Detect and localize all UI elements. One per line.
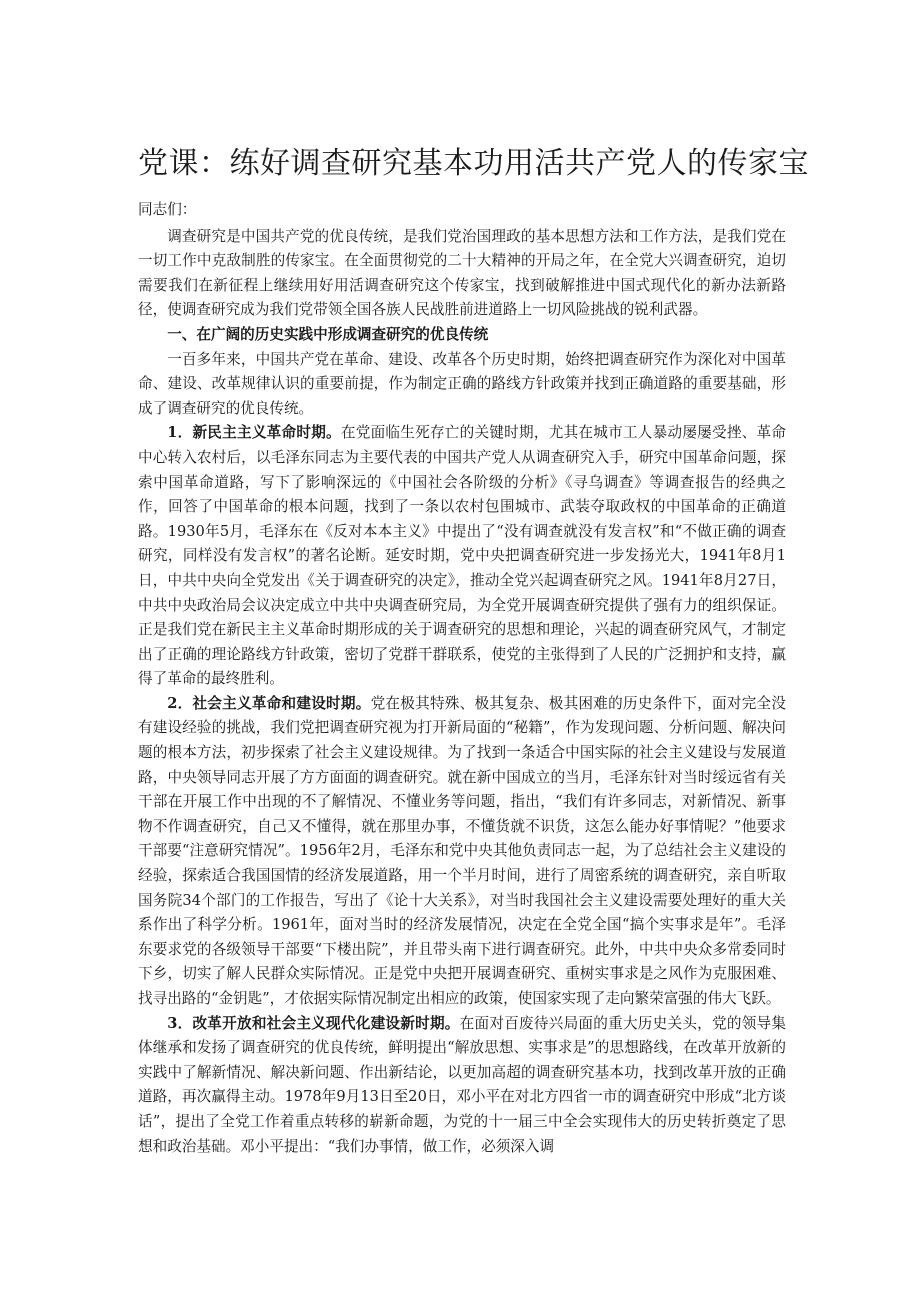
intro-paragraph: 调查研究是中国共产党的优良传统，是我们党治国理政的基本思想方法和工作方法，是我们党在一切工作中克敌制胜的传家宝。在全面贯彻党的二十大精神的开局之年，在全党大兴调查研究，迫切需要我们在新征程上继续用好用活调查研究这个传家宝，找到破解推进中国式现代化的新办法新路径，使调查研究成为我们党带领全国各族人民战胜前进道路上一切风险挑战的锐利武器。 [138,227,786,319]
item-text-3: 在面对百废待兴局面的重大历史关头，党的领导集体继承和发扬了调查研究的优良传统，鲜明提出“解放思想、实事求是”的思想路线，在改革开放新的实践中了解新情况、解决新问题、作出新结论，以更加高超的调查研究基本功，找到改革开放的正确道路，再次赢得主动。1978年9月13日至20日，邓小平在对北方四省一市的调查研究中形成“北方谈话”，提出了全党工作着重点转移的崭新命题，为党的十一届三中全会实现伟大的历史转折奠定了思想和政治基础。邓小平提出：“我们办事情，做工作，必须深入调 [138,1014,786,1155]
section-heading: 一、在广阔的历史实践中形成调查研究的优良传统 [167,325,489,343]
item-paragraph-1 [138,421,786,692]
item-text-1: 在党面临生死存亡的关键时期，尤其在城市工人暴动屡屡受挫、革命中心转入农村后，以毛泽东同志为主要代表的中国共产党人从调查研究入手，研究中国革命问题，探索中国革命道路，写下了影响深远的《中国社会各阶级的分析》《寻乌调查》等调查报告的经典之作，回答了中国革命的根本问题，找到了一条以农村包围城市、武装夺取政权的中国革命的正确道路。1930年5月，毛泽东在《反对本本主义》中提出了“没有调查就没有发言权”和“不做正确的调查研究，同样没有发言权”的著名论断。延安时期，党中央把调查研究进一步发扬光大，1941年8月1日，中共中央向全党发出《关于调查研究的决定》，推动全党兴起调查研究之风。1941年8月27日，中共中央政治局会议决定成立中共中央调查研究局，为全党开展调查研究提供了强有力的组织保证。正是我们党在新民主主义革命时期形成的关于调查研究的思想和理论，兴起的调查研究风气，才制定出了正确的理论路线方针政策，密切了党群干群联系，使党的主张得到了人民的广泛拥护和支持，赢得了革命的最终胜利。 [138,424,786,688]
item-paragraph-2 [138,692,786,1012]
item-paragraph-3 [138,1012,786,1160]
item-text-2: 党在极其特殊、极其复杂、极其困难的历史条件下，面对完全没有建设经验的挑战，我们党把调查研究视为打开新局面的“秘籍”，作为发现问题、分析问题、解决问题的根本方法，初步探索了社会主义建设规律。为了找到一条适合中国实际的社会主义建设与发展道路，中央领导同志开展了方方面面的调查研究。就在新中国成立的当月，毛泽东针对当时绥远省有关干部在开展工作中出现的不了解情况、不懂业务等问题，指出，“我们有许多同志，对新情况、新事物不作调查研究，自己又不懂得，就在那里办事，不懂货就不识货，这怎么能办好事情呢？”他要求干部要“注意研究情况”。1956年2月，毛泽东和党中央其他负责同志一起，为了总结社会主义建设的经验，探索适合我国国情的经济发展道路，用一个半月时间，进行了周密系统的调查研究，亲自听取国务院34个部门的工作报告，写出了《论十大关系》，对当时我国社会主义建设需要处理好的重大关系作出了科学分析。1961年，面对当时的经济发展情况，决定在全党全国“搞个实事求是年”。毛泽东要求党的各级领导干部要“下楼出院”，并且带头南下进行调查研究。此外，中共中央众多常委同时下乡，切实了解人民群众实际情况。正是党中央把开展调查研究、重树实事求是之风作为克服困难、找寻出路的“金钥匙”，才依据实际情况制定出相应的政策，使国家实现了走向繁荣富强的伟大飞跃。 [138,694,786,1007]
document-page [138,142,809,1159]
section-intro-paragraph: 一百多年来，中国共产党在革命、建设、改革各个历史时期，始终把调查研究作为深化对中国革命、建设、改革规律认识的重要前提，作为制定正确的路线方针政策并找到正确道路的重要基础，形成了调查研究的优良传统。 [138,350,786,417]
document-title: 党课：练好调查研究基本功用活共产党人的传家宝 [138,146,809,181]
item-lead-2: 2．社会主义革命和建设时期。 [167,694,371,712]
salutation: 同志们： [138,201,197,218]
item-lead-3: 3．改革开放和社会主义现代化建设新时期。 [167,1014,460,1032]
item-lead-1: 1．新民主主义革命时期。 [167,424,341,442]
